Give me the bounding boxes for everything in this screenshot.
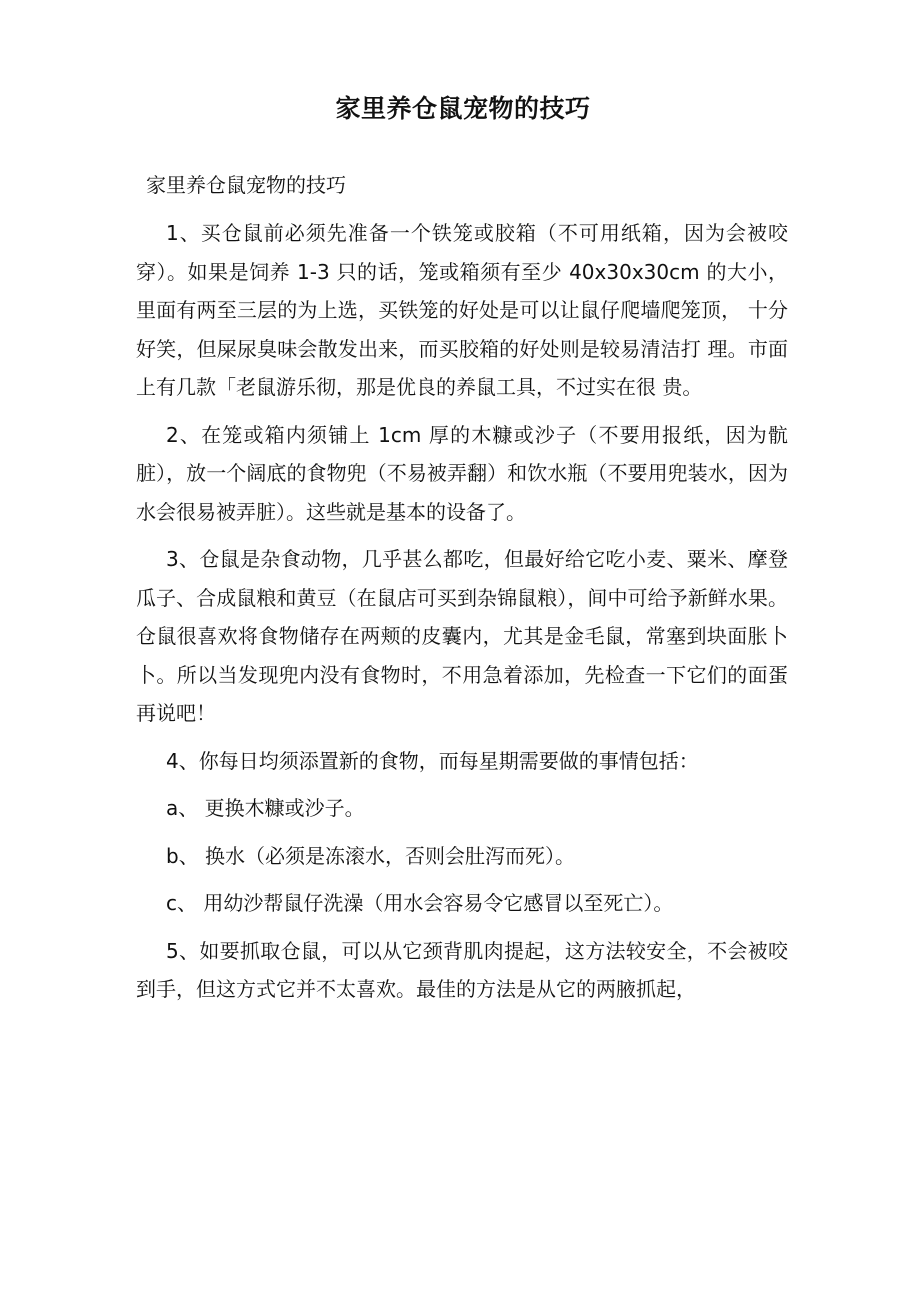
paragraph-5: 5、如要抓取仓鼠，可以从它颈背肌肉提起，这方法较安全，不会被咬到手，但这方式它并不太喜欢。最佳的方法是从它的两腋抓起，	[136, 938, 788, 1001]
document-title: 家里养仓鼠宠物的技巧	[335, 94, 591, 123]
paragraph-1: 1、买仓鼠前必须先准备一个铁笼或胶箱（不可用纸箱，因为会被咬穿）。如果是饲养 1-3 只的话，笼或箱须有至少 40x30x30cm 的大小， 里面有两至三层的为上选，买铁笼的好处是可以让鼠仔爬墙爬笼顶， 十分好笑，但屎尿臭味会散发出来，而买胶箱的好处则是较易清洁打 理。市面上有几款「老鼠游乐彻，那是优良的养鼠工具，不过实在很 贵。	[136, 221, 788, 399]
document-body	[136, 214, 788, 1018]
paragraph-3: 3、仓鼠是杂食动物，几乎甚么都吃，但最好给它吃小麦、粟米、摩登瓜子、合成鼠粮和黄豆（在鼠店可买到杂锦鼠粮），间中可给予新鲜水果。仓鼠很喜欢将食物储存在两颊的皮囊内，尤其是金毛鼠，常塞到块面胀卜卜。所以当发现兜内没有食物时，不用急着添加，先检查一下它们的面蛋再说吧！	[136, 547, 788, 725]
paragraph-2: 2、在笼或箱内须铺上 1cm 厚的木糠或沙子（不要用报纸，因为骯脏），放一个阔底的食物兜（不易被弄翻）和饮水瓶（不要用兜装水，因为水会很易被弄脏）。这些就是基本的设备了。	[136, 422, 788, 524]
paragraph-4: 4、你每日均须添置新的食物，而每星期需要做的事情包括：	[166, 748, 699, 773]
document-subtitle: 家里养仓鼠宠物的技巧	[146, 173, 346, 197]
list-item-a: a、 更换木糠或沙子。	[166, 796, 365, 820]
list-item-b: b、 换水（必须是冻滚水，否则会肚泻而死）。	[166, 843, 576, 868]
list-item-c: c、 用幼沙帮鼠仔洗澡（用水会容易令它感冒以至死亡）。	[166, 891, 674, 915]
